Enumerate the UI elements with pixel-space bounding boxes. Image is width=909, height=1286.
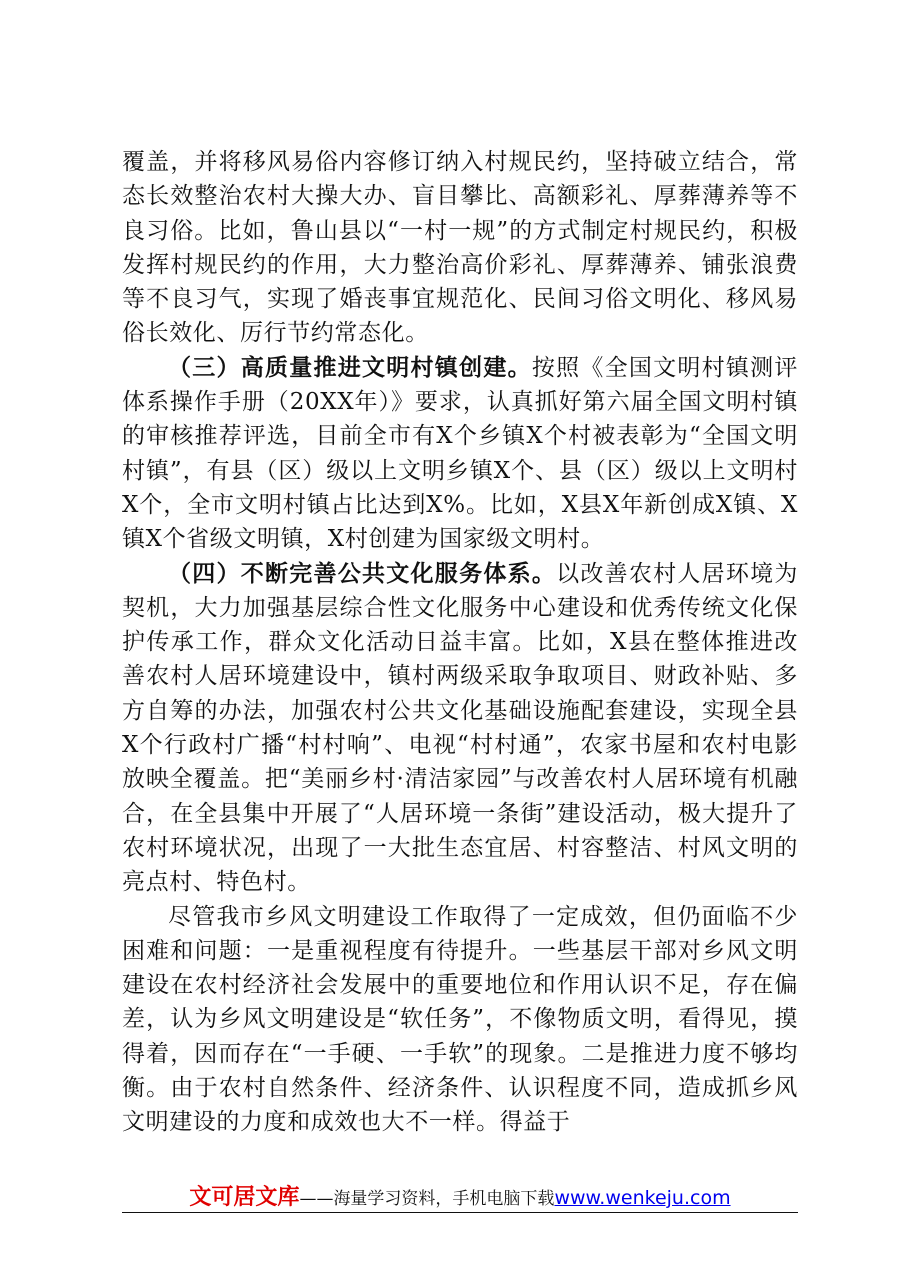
paragraph-2-text: 按照《全国文明村镇测评体系操作手册（20XX年）》要求，认真抓好第六届全国文明村镇的审核推荐评选，目前全市有X个乡镇X个村被表彰为“全国文明村镇”，有县（区）级以上文明乡镇X个、县（区）级以上文明村X个，全市文明村镇占比达到X%。比如，X县X年新创成X镇、X镇X个省级文明镇，X村创建为国家级文明村。 bbox=[122, 354, 798, 553]
paragraph-2 bbox=[122, 351, 798, 557]
paragraph-3-heading: （四）不断完善公共文化服务体系。 bbox=[168, 559, 557, 587]
paragraph-1-text: 覆盖，并将移风易俗内容修订纳入村规民约，坚持破立结合，常态长效整治农村大操大办、盲目攀比、高额彩礼、厚葬薄养等不良习俗。比如，鲁山县以“一村一规”的方式制定村规民约，积极发挥村规民约的作用，大力整治高价彩礼、厚葬薄养、铺张浪费等不良习气，实现了婚丧事宜规范化、民间习俗文明化、移风易俗长效化、厉行节约常态化。 bbox=[122, 149, 798, 347]
footer-brand: 文可居文库 bbox=[189, 1185, 300, 1210]
paragraph-2-heading: （三）高质量推进文明村镇创建。 bbox=[168, 353, 532, 381]
paragraph-3 bbox=[122, 557, 798, 900]
footer-slogan: ——海量学习资料，手机电脑下载 bbox=[299, 1189, 555, 1209]
footer-divider bbox=[122, 1212, 798, 1213]
paragraph-3-text: 以改善农村人居环境为契机，大力加强基层综合性文化服务中心建设和优秀传统文化保护传承工作，群众文化活动日益丰富。比如，X县在整体推进改善农村人居环境建设中，镇村两级采取争取项目、财政补贴、多方自筹的办法，加强农村公共文化基础设施配套建设，实现全县X个行政村广播“村村响”、电视“村村通”，农家书屋和农村电影放映全覆盖。把“美丽乡村·清洁家园”与改善农村人居环境有机融合，在全县集中开展了“人居环境一条街”建设活动，极大提升了农村环境状况，出现了一大批生态宜居、村容整洁、村风文明的亮点村、特色村。 bbox=[122, 560, 798, 896]
page-footer bbox=[122, 1180, 798, 1212]
paragraph-4-text: 尽管我市乡风文明建设工作取得了一定成效，但仍面临不少困难和问题：一是重视程度有待提升。一些基层干部对乡风文明建设在农村经济社会发展中的重要地位和作用认识不足，存在偏差，认为乡风文明建设是“软任务”，不像物质文明，看得见，摸得着，因而存在“一手硬、一手软”的现象。二是推进力度不够均衡。由于农村自然条件、经济条件、认识程度不同，造成抓乡风文明建设的力度和成效也大不一样。得益于 bbox=[122, 903, 798, 1136]
paragraph-1 bbox=[122, 145, 798, 351]
footer-link[interactable]: www.wenkeju.com bbox=[554, 1187, 731, 1209]
document-body bbox=[122, 145, 798, 1140]
paragraph-4 bbox=[122, 900, 798, 1140]
